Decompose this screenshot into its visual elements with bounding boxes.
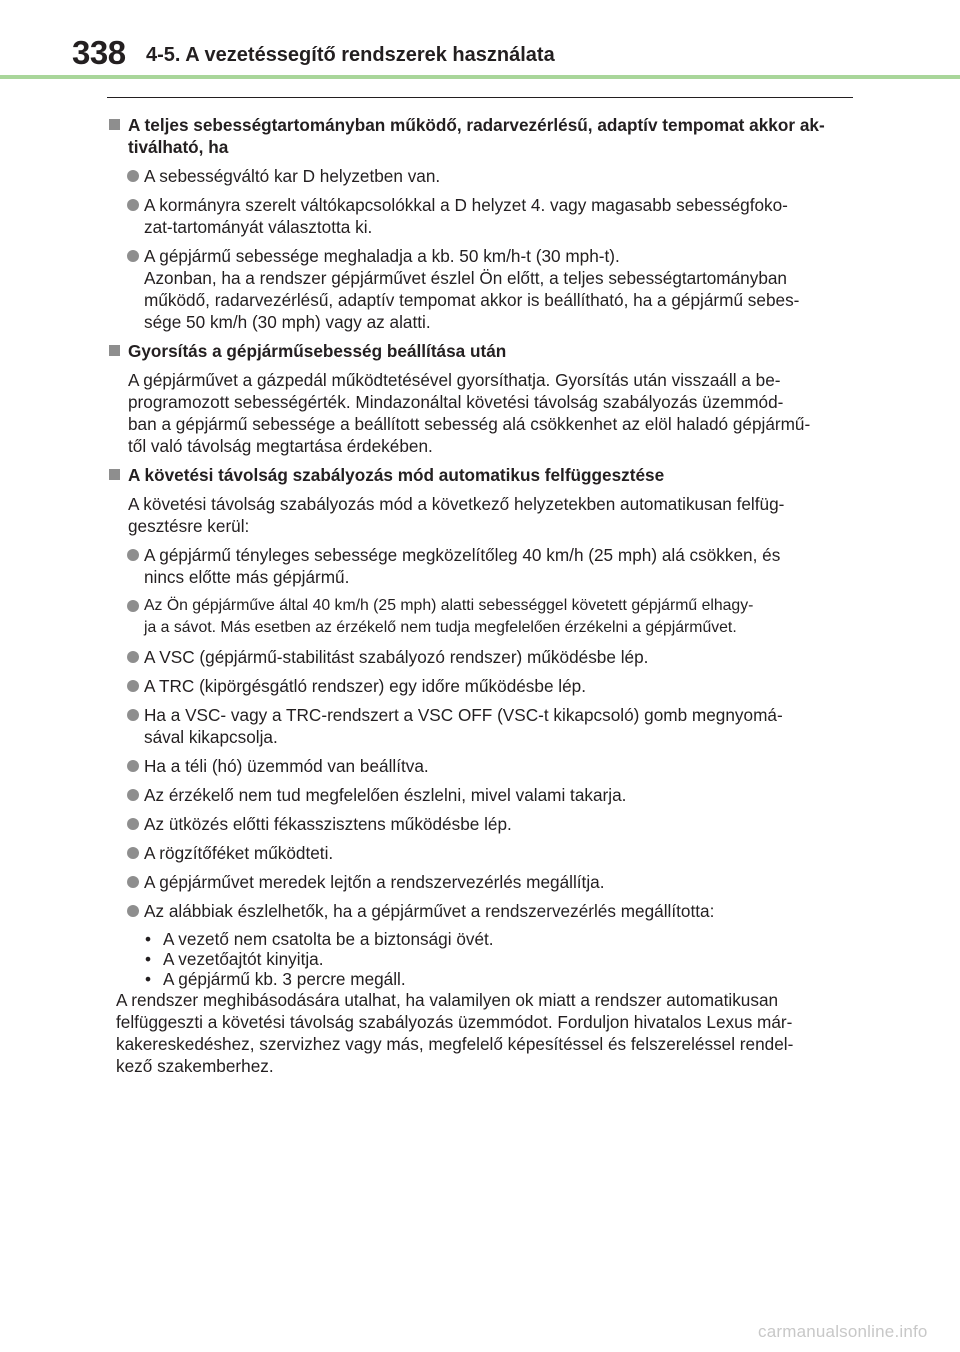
- round-bullet-icon: [127, 250, 139, 262]
- round-bullet-icon: [127, 680, 139, 692]
- note-paragraph: A rendszer meghibásodására utalhat, ha valamilyen ok miatt a rendszer automatikusan felfüggeszti a követési távolság szabályozás üzemmódot. Forduljon hivatalos Lexus már- kakereskedéshez, szervizhez vagy más, megfelelő képesítéssel és felszereléssel rendel- kező szakemberhez.: [116, 990, 794, 1076]
- watermark-logo: carmanualsonline.info: [758, 1322, 928, 1341]
- section-heading: A követési távolság szabályozás mód automatikus felfüggesztése: [107, 464, 853, 486]
- list-item: A TRC (kipörgésgátló rendszer) egy időre működésbe lép.: [107, 675, 853, 697]
- list-item: Az érzékelő nem tud megfelelően észlelni, mivel valami takarja.: [107, 784, 853, 806]
- page-number: 338: [72, 34, 126, 71]
- round-bullet-icon: [127, 876, 139, 888]
- list-item: A gépjárművet meredek lejtőn a rendszervezérlés megállítja.: [107, 871, 853, 893]
- page-body: [107, 110, 853, 1077]
- round-bullet-icon: [127, 600, 139, 612]
- header-divider: [0, 75, 960, 79]
- section-heading: Gyorsítás a gépjárműsebesség beállítása után: [107, 340, 853, 362]
- square-bullet-icon: [109, 345, 120, 356]
- content-top-divider: [107, 97, 853, 98]
- list-item: A sebességváltó kar D helyzetben van.: [107, 165, 853, 187]
- list-item: Az Ön gépjárműve által 40 km/h (25 mph) alatti sebességgel követett gépjármű elhagy- ja a sávot. Más esetben az érzékelő nem tudja megfelelően érzékelni a gépjárművet.: [107, 595, 853, 639]
- list-item: A VSC (gépjármű-stabilitást szabályozó rendszer) működésbe lép.: [107, 646, 853, 668]
- sub-list-item: • A vezető nem csatolta be a biztonsági övét.: [145, 929, 494, 949]
- list-item: Ha a téli (hó) üzemmód van beállítva.: [107, 755, 853, 777]
- list-item: A rögzítőféket működteti.: [107, 842, 853, 864]
- square-bullet-icon: [109, 119, 120, 130]
- round-bullet-icon: [127, 760, 139, 772]
- round-bullet-icon: [127, 789, 139, 801]
- paragraph: A követési távolság szabályozás mód a következő helyzetekben automatikusan felfüg- gesztésre kerül:: [128, 494, 785, 536]
- list-item: A gépjármű sebessége meghaladja a kb. 50 km/h-t (30 mph-t). Azonban, ha a rendszer gépjárművet észlel Ön előtt, a teljes sebességtartományban működő, radarvezérlésű, adaptív tempomat akkor is beállítható, ha a gépjármű sebes- sége 50 km/h (30 mph) vagy az alatti.: [107, 245, 853, 333]
- page-header: [0, 0, 960, 80]
- round-bullet-icon: [127, 905, 139, 917]
- list-item: Az alábbiak észlelhetők, ha a gépjárművet a rendszervezérlés megállította:: [107, 900, 853, 922]
- chapter-title: 4-5. A vezetéssegítő rendszerek használata: [146, 44, 555, 66]
- round-bullet-icon: [127, 170, 139, 182]
- sub-bullet-marker: •: [145, 969, 152, 989]
- sub-list-item: • A gépjármű kb. 3 percre megáll.: [145, 969, 406, 989]
- list-item: A gépjármű tényleges sebessége megközelítőleg 40 km/h (25 mph) alá csökken, és nincs előtte más gépjármű.: [107, 544, 853, 588]
- square-bullet-icon: [109, 469, 120, 480]
- sub-list: [107, 929, 853, 989]
- list-item: A kormányra szerelt váltókapcsolókkal a D helyzet 4. vagy magasabb sebességfoko- zat-tartományát választotta ki.: [107, 194, 853, 238]
- round-bullet-icon: [127, 818, 139, 830]
- round-bullet-icon: [127, 651, 139, 663]
- round-bullet-icon: [127, 549, 139, 561]
- section-heading: A teljes sebességtartományban működő, radarvezérlésű, adaptív tempomat akkor ak- tiválható, ha: [107, 114, 853, 158]
- list-item: Az ütközés előtti fékasszisztens működésbe lép.: [107, 813, 853, 835]
- round-bullet-icon: [127, 199, 139, 211]
- paragraph: A gépjárművet a gázpedál működtetésével gyorsíthatja. Gyorsítás után visszaáll a be- programozott sebességérték. Mindazonáltal követési távolság szabályozás üzemmód- ban a gépjármű sebessége a beállított sebesség alá csökkenhet az elöl haladó gépjármű- től való távolság megtartása érdekében.: [128, 370, 811, 456]
- round-bullet-icon: [127, 709, 139, 721]
- list-item: Ha a VSC- vagy a TRC-rendszert a VSC OFF (VSC-t kikapcsoló) gomb megnyomá- sával kikapcsolja.: [107, 704, 853, 748]
- round-bullet-icon: [127, 847, 139, 859]
- sub-bullet-marker: •: [145, 929, 152, 949]
- sub-list-item: • A vezetőajtót kinyitja.: [145, 949, 324, 969]
- sub-bullet-marker: •: [145, 949, 152, 969]
